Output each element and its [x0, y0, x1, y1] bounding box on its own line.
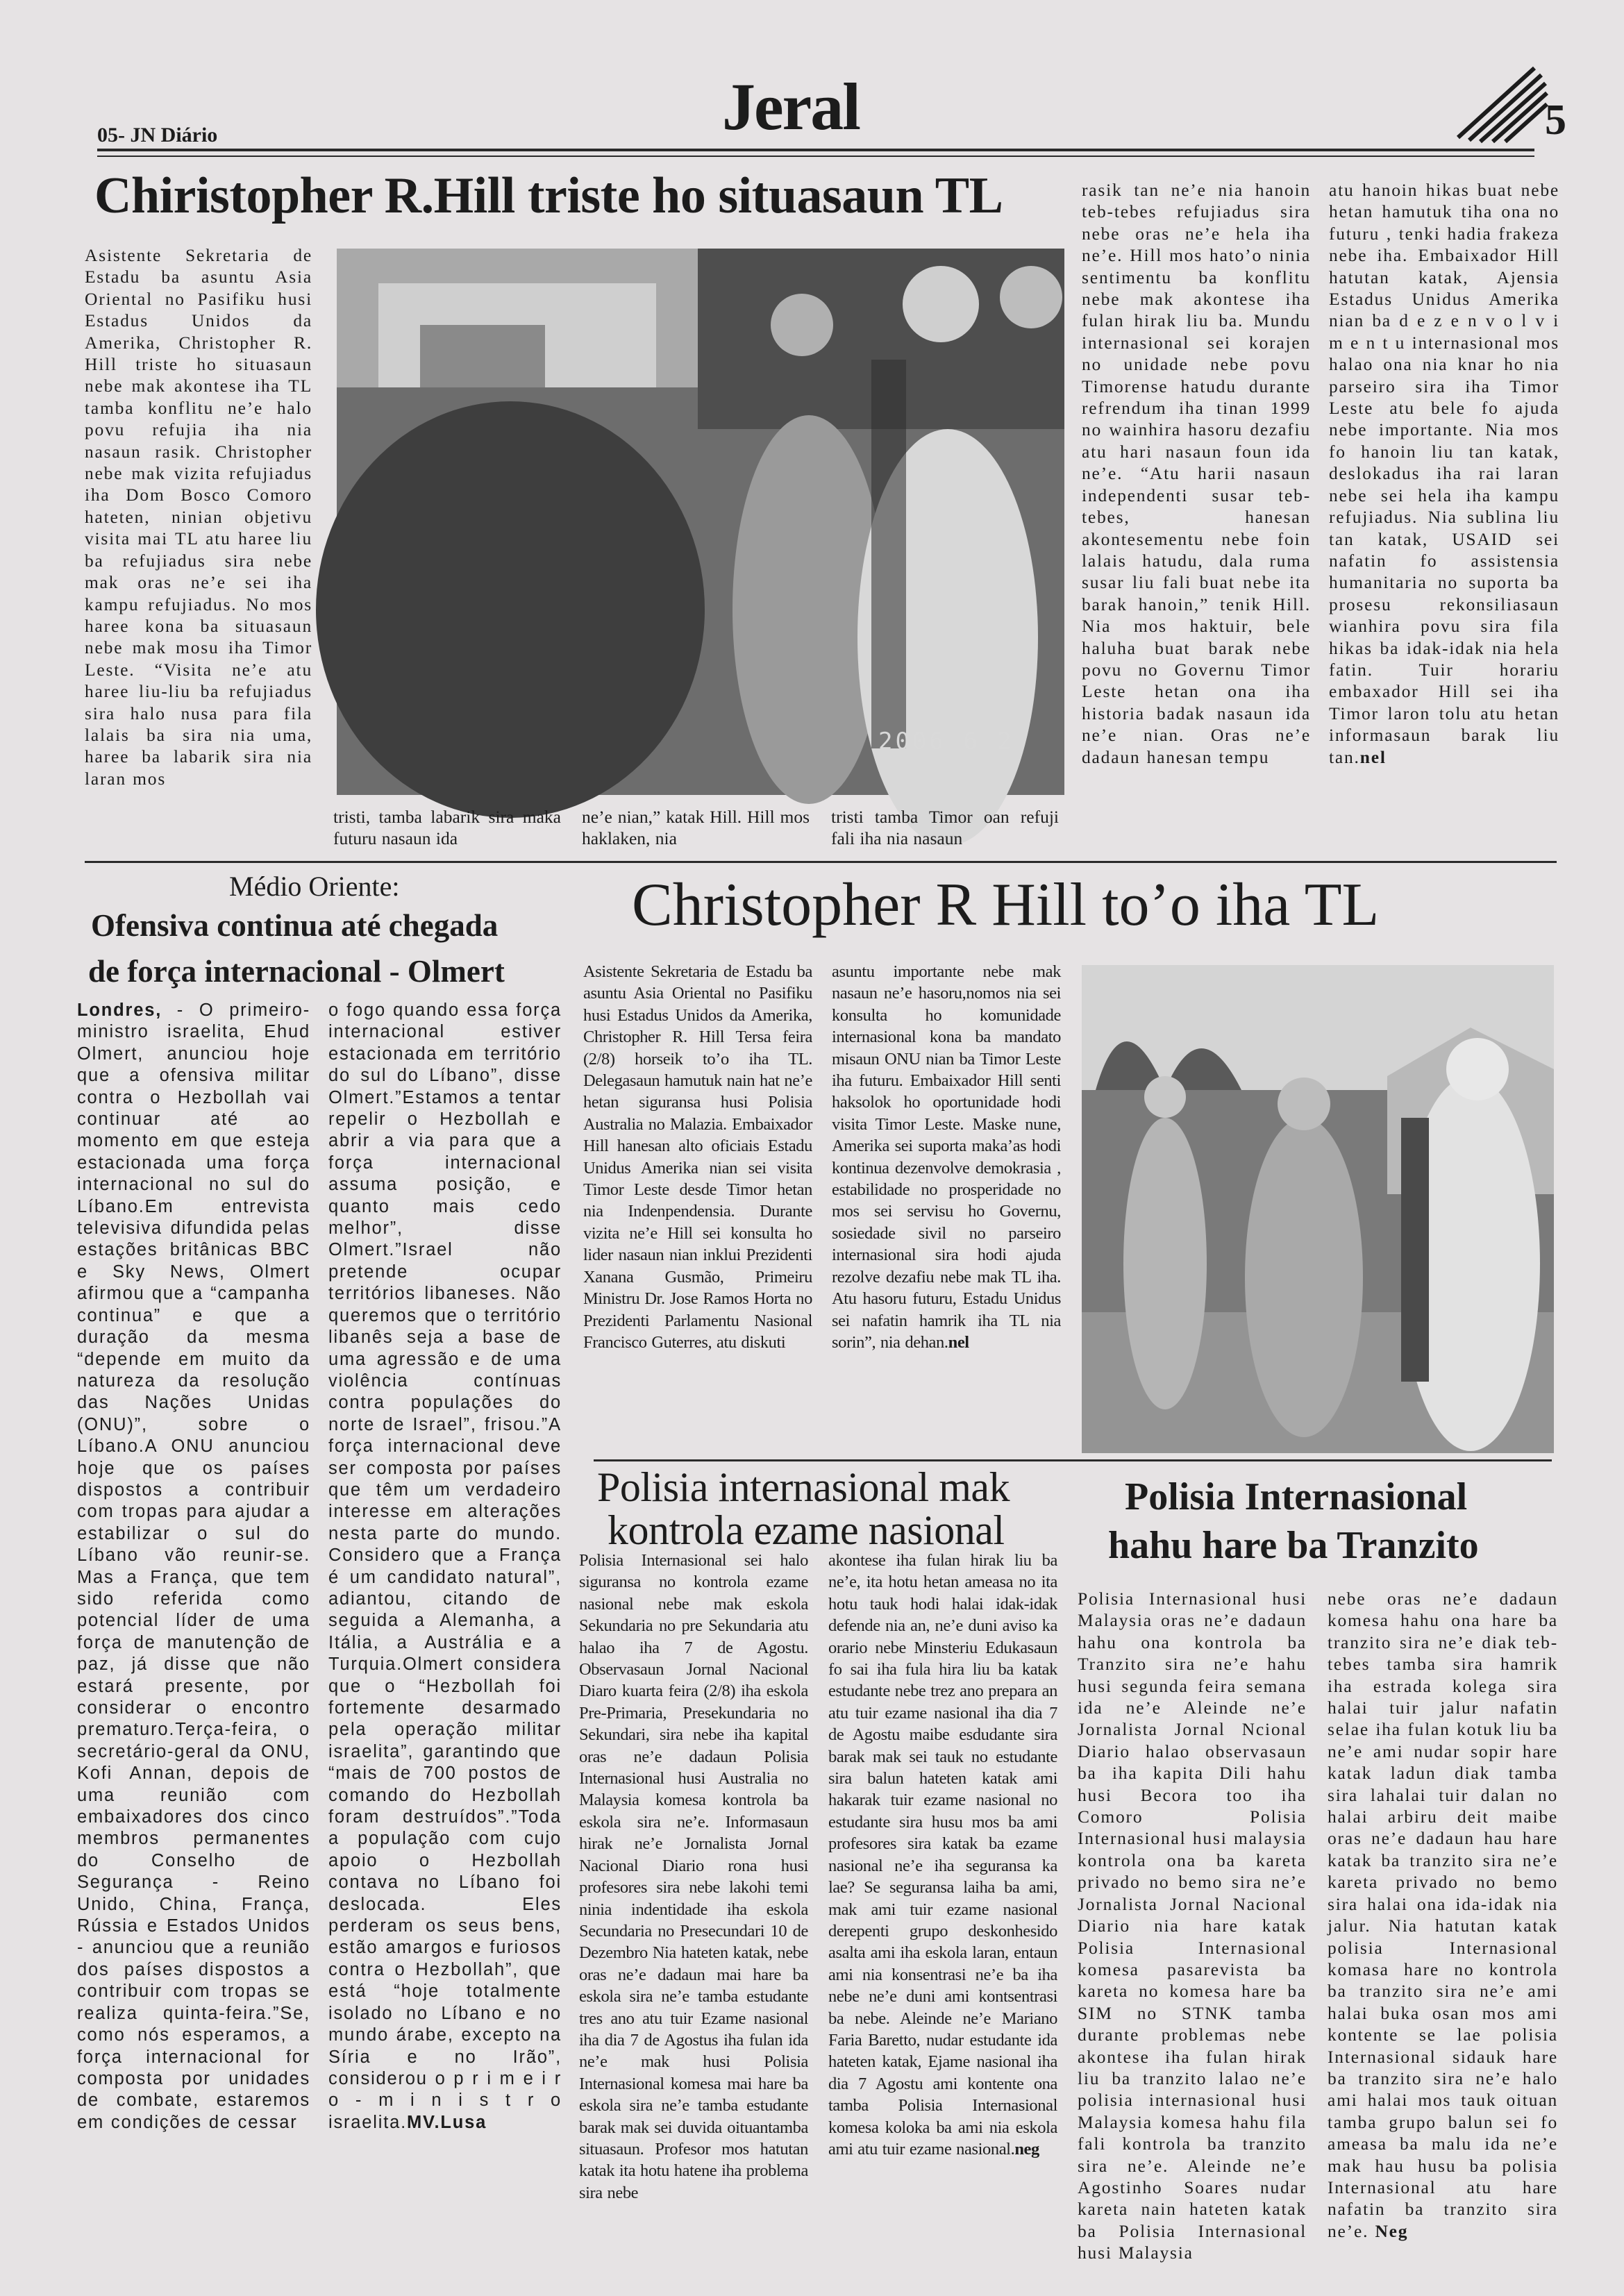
story5-signoff: Neg [1375, 2220, 1409, 2241]
story3-column-2: asuntu importante nebe mak nasaun ne’e hasoru,nomos nia sei konsulta ho komunidade internasional kona ba mandato misaun ONU nian ba Timor Leste iha futuru. Embaixador Hill senti haksolok ho oportunidade hodi visita Timor Leste. Maske nune, Amerika sei suporta maka’as hodi kontinua dezenvolve demokrasia , estabilidade no prosperidade no mos sei servisu ho Governu, sosiedade sivil no parseiro internasional sira hodi ajuda rezolve dezafiu nebe mak TL iha. Atu hasoru futuru, Estadu Unidus sei nafatin hamrik iha TL nia sorin”, nia dehan.nel [832, 962, 1061, 1352]
story3-photo [1082, 965, 1554, 1453]
page-header [0, 0, 1624, 160]
story2-headline-line2: de força internacional - Olmert [88, 954, 505, 989]
story5-column-1: Polisia Internasional husi Malaysia oras ne’e dadaun hahu ona kontrola ba Tranzito sira ne’e hahu husi segunda feira semana ida ne’e Aleinde ne’e Jornalista Jornal Ncional Diario halao observasaun ba iha kapita Dili hahu husi Becora too iha Comoro Polisia Internasional husi malaysia kontrola ona ba kareta privado no bemo sira ne’e Jornalista Jornal Nacional Diario nia hare katak Polisia Internasional komesa pasarevista ba kareta no komesa hare ba SIM no STNK tamba durante problemas nebe akontese iha fulan hirak liu ba tranzito lalao ne’e polisia internasional husi Malaysia komesa hahu fila fali kontrola ba tranzito sira ne’e. Aleinde ne’e Agostinho Soares nudar kareta nain hateten katak ba Polisia Internasional husi Malaysia [1078, 1589, 1307, 2263]
story1-column-1: Asistente Sekretaria de Estadu ba asuntu Asia Oriental no Pasifiku husi Estadus Unidos da Amerika, Christopher R. Hill triste ho situasaun nebe mak akontese iha TL tamba konflitu ne’e halo povu refujia iha nia nasaun rasik. Christopher nebe mak vizita refujiadus iha Dom Bosco Comoro hateten, ninian objetivu visita mai TL atu haree liu ba refujiadus sira nebe mak oras ne’e sei iha kampu refujiadus. No mos haree kona ba situasaun nebe mak mosu iha Timor Leste. “Visita ne’e atu haree liu-liu ba refujiadus sira halo nusa para fila lalais ba sira nia uma, haree ba labarik sira nia laran mos [85, 245, 312, 789]
header-left-label: 05- JN Diário [97, 124, 218, 146]
story4-column-1: Polisia Internasional sei halo siguransa no kontrola ezame nasional nebe mak eskola Sekundaria no pre Sekundaria atu halao iha 7 de Agostu. Observasaun Jornal Nacional Diaro kuarta feira (2/8) iha eskola Pre-Primaria, Presekundaria no Sekundari, sira nebe iha kapital oras ne’e dadaun Polisia Internasional husi Australia no Malaysia komesa kontrola ba eskola sira ne’e. Informasaun hirak ne’e Jornalista Jornal Nacional Diario rona husi profesores sira nebe lakohi temi ninia indentidade iha eskola Secundaria no Presecundari 10 de Dezembro Nia hateten katak, nebe oras ne’e dadaun mai hare ba eskola sira ne’e tamba estudante tres ano atu tuir Ezame nasional iha dia 7 de Agostus iha fulan ida ne’e mak husi Polisia Internasional komesa mai hare ba eskola sira ne’e tamba estudante barak mak sei duvida oituantamba situasaun. Profesor mos hatutan katak ita hotu hatene iha problema sira nebe [579, 1551, 808, 2202]
story1-headline: Chiristopher R.Hill triste ho situasaun TL [94, 167, 1003, 224]
story1-column-4: tristi tamba Timor oan refuji fali iha nia nasaun [831, 807, 1059, 849]
story4-signoff: neg [1014, 2139, 1039, 2159]
story2-column-2: o fogo quando essa força internacional estiver estacionada em território do sul do Líbano”, disse Olmert.”Estamos a tentar repelir o Hezbollah e abrir a via para que a força internacional assuma posição, e quanto mais cedo melhor”, disse Olmert.”Israel não pretende ocupar territórios libaneses. Não queremos que o território libanês seja a base de uma agressão e de uma violência contínuas contra populações do norte de Israel”, frisou.”A força internacional deve ser composta por países que têm um verdadeiro interesse em alterações nesta parte do mundo. Considero que a França é um candidato natural”, adiantou, citando de seguida a Alemanha, a Itália, a Austrália e a Turquia.Olmert considera que o “Hezbollah foi fortemente desarmado pela operação militar israelita”, garantindo que “mais de 700 postos de comando do Hezbollah foram destruídos”.”Toda a população com cujo apoio o Hezbollah contava no Líbano foi deslocada. Eles perderam os seus bens, estão amargos e furiosos contra o Hezbollah”, que está “hoje totalmente isolado no Líbano e no mundo árabe, excepto na Síria e no Irão”, considerou o p r i m e i r o - m i n i s t r o israelita.MV.Lusa [328, 1000, 562, 2132]
story1-bottom-rule [85, 861, 1557, 863]
story1-column-3: ne’e nian,” katak Hill. Hill mos haklaken, nia [582, 807, 810, 849]
story5-headline-line2: hahu hare ba Tranzito [1108, 1524, 1479, 1567]
story2-dateline: Londres, [77, 1000, 162, 1020]
story5-column-2: nebe oras ne’e dadaun komesa hahu ona hare ba tranzito sira ne’e diak teb-tebes tamba sira hamrik iha estrada kolega sira halai tuir jalur nafatin selae iha fulan kotuk liu ba ne’e ami nudar sopir hare katak ladun diak tamba sira lahalai tuir dalan no halai arbiru deit maibe oras ne’e dadaun hau hare katak ba tranzito sira ne’e kareta privado no bemo sira halai ona ida-idak nia jalur. Nia hatutan katak polisia Internasional komasa hare no kontrola ba tranzito sira ne’e ami halai buka osan mos ami kontente se lae polisia Internasional sidauk hare ba tranzito sira ne’e halo ami halai mos tauk oituan tamba grupo balun sei fo ameasa ba malu ida ne’e mak hau husu ba polisia Internasional atu hare nafatin ba tranzito sira ne’e. Neg [1328, 1589, 1558, 2241]
section-title: Jeral [722, 69, 860, 144]
story2-headline-line1: Ofensiva continua até chegada [91, 908, 499, 943]
story2-signoff: MV.Lusa [406, 2112, 487, 2132]
story5-headline-line1: Polisia Internasional [1125, 1475, 1468, 1518]
story1-signoff: nel [1359, 746, 1387, 767]
header-rule-thin [97, 156, 1534, 157]
story1-column-5: rasik tan ne’e nia hanoin teb-tebes refujiadus sira nebe oras ne’e hela iha ne’e. Hill mos hato’o ninia sentimentu ba konflitu nebe mak akontese iha fulan hirak liu ba. Mundu internasional sei korajen no unidade nebe povu Timorense hatudu durante refrendum iha tinan 1999 no wainhira hasoru dezafiu atu hari nasaun foun ida ne’e. “Atu harii nasaun independenti susar teb-tebes, hanesan akontesementu nebe foin lalais hatudu, dala ruma susar liu fali buat nebe ita barak hanoin,” tenik Hill. Nia mos haktuir, bele haluha buat barak nebe povu no Governu Timor Leste hetan ona iha historia badak nasaun ida ne’e nian. Oras ne’e dadaun hanesan tempu [1082, 180, 1311, 767]
diagonal-stripes-icon [1451, 61, 1548, 144]
story1-column-2: tristi, tamba labarik sira maka futuru nasaun ida [333, 807, 561, 849]
story4-headline-line2: kontrola ezame nasional [608, 1507, 1005, 1553]
story1-photo [337, 249, 1064, 795]
story1-column-6: atu hanoin hikas buat nebe hetan hamutuk tiha ona no futuru , tenki hadia frakeza nebe iha. Embaixador Hill hatutan katak, Ajensia Estadus Unidus Amerika nian ba d e z e n v o l v i m e n t u internasional mos halao ona nia knar ho nia parseiro sira iha Timor Leste atu bele fo ajuda nebe importante. Nia mos fo hanoin liu tan katak, deslokadus iha rai laran nebe sei hela iha kampu refujiadus. Nia sublina liu tan katak, USAID sei nafatin fo assistensia humanitaria no suporta ba prosesu rekonsiliasaun wianhira povu sira fila hikas ba idak-idak nia hela fatin. Tuir horariu embaxador Hill sei iha Timor laron tolu atu hetan informasaun barak liu tan.nel [1329, 180, 1559, 767]
photo-date-stamp: 2006 6 2 [878, 728, 1014, 755]
story3-headline: Christopher R Hill to’o iha TL [632, 871, 1380, 939]
header-rule [97, 149, 1534, 151]
story4-headline-line1: Polisia internasional mak [597, 1464, 1010, 1510]
story2-kicker: Médio Oriente: [229, 871, 400, 902]
story3-signoff: nel [948, 1332, 969, 1352]
page-number: 5 [1545, 97, 1566, 144]
story3-bottom-rule [594, 1459, 1552, 1461]
story2-column-1: Londres, - O primeiro-ministro israelita, Ehud Olmert, anunciou hoje que a ofensiva militar contra o Hezbollah vai continuar até ao momento em que esteja estacionada uma força internacional no sul do Líbano.Em entrevista televisiva difundida pelas estações britânicas BBC e Sky News, Olmert afirmou que a “campanha continua” e que a duração da mesma “depende em muito da natureza da resolução das Nações Unidas (ONU)”, sobre o Líbano.A ONU anunciou hoje que os países dispostos a contribuir com tropas para ajudar a estabilizar o sul do Líbano vão reunir-se. Mas a França, que tem sido referida como potencial líder de uma força de manutenção de paz, já disse que não estará presente, por considerar o encontro prematuro.Terça-feira, o secretário-geral da ONU, Kofi Annan, depois de uma reunião com embaixadores dos cinco membros permanentes do Conselho de Segurança - Reino Unido, China, França, Rússia e Estados Unidos - anunciou que a reunião dos países dispostos a contribuir com tropas se realiza quinta-feira.”Se, como nós esperamos, a força internacional for composta por unidades de combate, estaremos em condições de cessar [77, 1000, 310, 2132]
story4-column-2: akontese iha fulan hirak liu ba ne’e, ita hotu hetan ameasa no ita hotu tauk hodi halai idak-idak defende nia an, ne’e duni aviso ka orario nebe Minsteriu Edukasaun fo sai iha fula hira liu ba katak estudante nebe trez ano prepara an atu tuir ezame nasional iha dia 7 de Agostu maibe esdudante sira barak mak sei tauk no estudante sira balun hateten katak ami hakarak tuir ezame nasional no estudante sira husu mos ba ami profesores sira katak ba ezame nasional ne’e iha seguransa ka lae? Se seguransa laiha ba ami, mak ami tuir ezame nasional derepenti grupo deskonhesido asalta ami iha eskola laran, entaun ami nia konsentrasi ne’e ba iha nebe ne’e duni ami kontsentrasi ba nebe. Aleinde ne’e Mariano Faria Baretto, nudar estudante ida hateten katak, Ejame nasional iha dia 7 Agostu ami kontente ona tamba Polisia Internasional komesa koloka ba ami nia eskola ami atu tuir ezame nasional.neg [828, 1551, 1057, 2159]
story3-column-1: Asistente Sekretaria de Estadu ba asuntu Asia Oriental no Pasifiku husi Estadus Unidos da Amerika, Christopher R. Hill Tersa feira (2/8) horseik to’o iha TL. Delegasaun hamutuk nain hat ne’e hetan siguransa husi Polisia Australia no Malazia. Embaixador Hill hanesan alto oficiais Estadu Unidus Amerika nian sei visita Timor Leste desde Timor hetan nia Indenpendensia. Durante vizita ne’e Hill sei konsulta ho lider nasaun nian inklui Prezidenti Xanana Gusmão, Primeiru Ministru Dr. Jose Ramos Horta no Prezidenti Parlamentu Nasional Francisco Guterres, atu diskuti [583, 962, 812, 1352]
